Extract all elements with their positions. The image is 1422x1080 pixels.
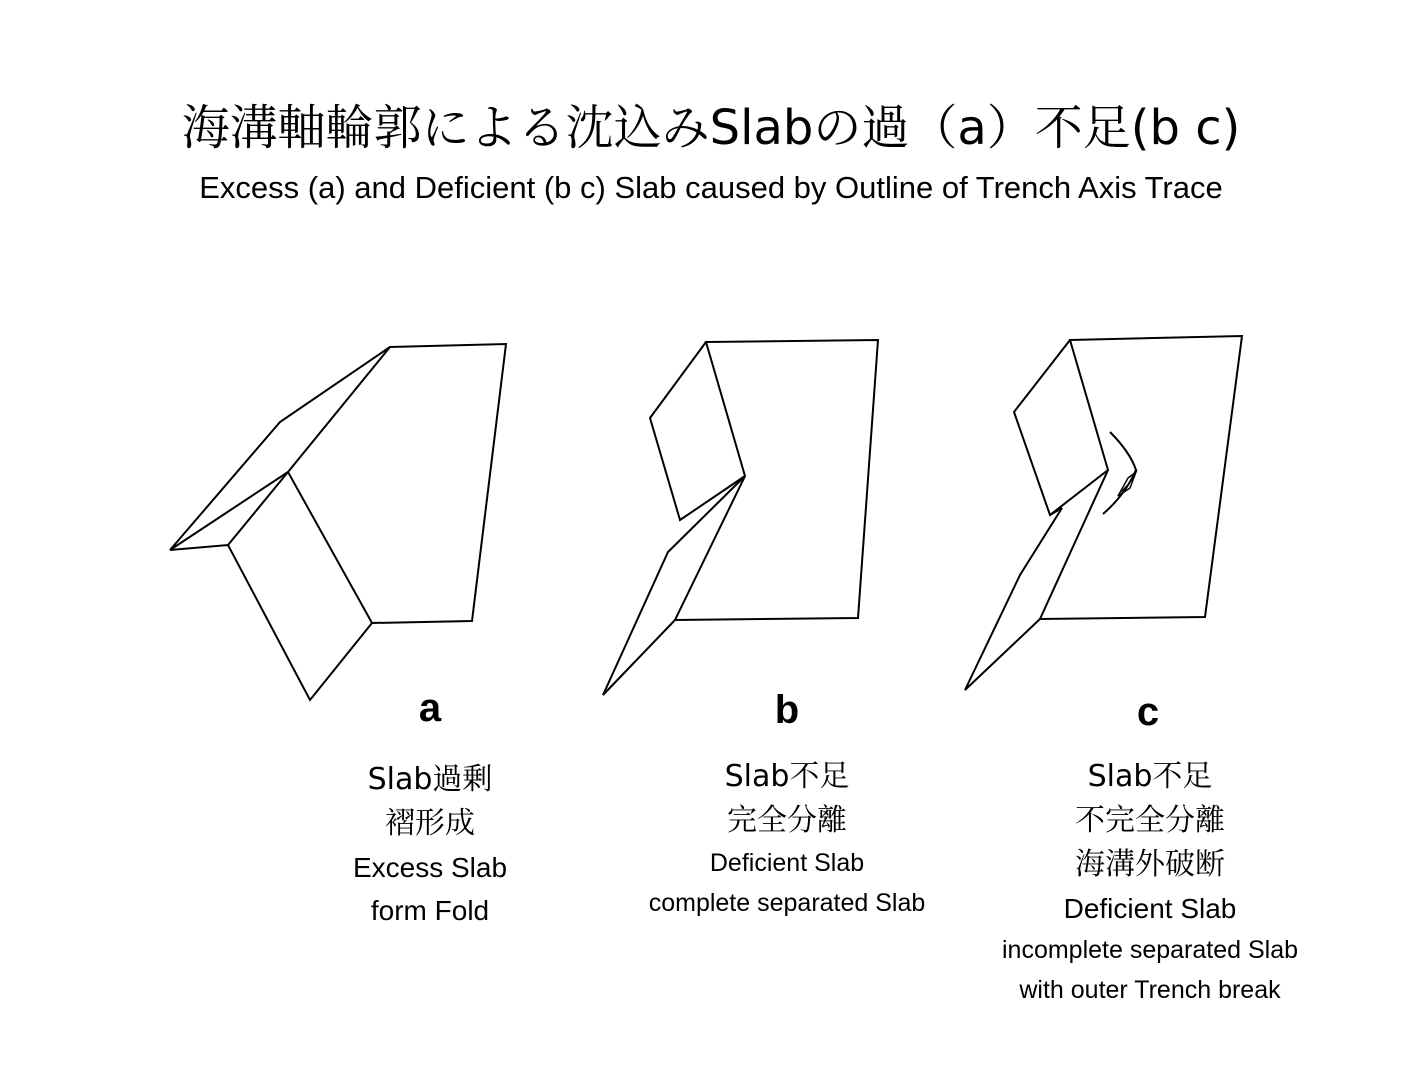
panel-label-a: a <box>418 686 442 730</box>
caption-c <box>960 755 1340 1010</box>
page-title: 海溝軸輪郭による沈込みSlabの過（a）不足(b c) <box>181 100 1241 156</box>
caption-c-line: Deficient Slab <box>1063 893 1237 924</box>
slab-c-lower-flap <box>965 508 1062 690</box>
slab-c-plate <box>1040 336 1242 619</box>
slab-a-plate <box>288 344 506 623</box>
caption-a <box>280 758 580 932</box>
slab-a-hinge <box>228 472 288 545</box>
caption-a-line: form Fold <box>370 895 490 926</box>
caption-c-line: with outer Trench break <box>1019 976 1281 1004</box>
slab-drawing-b <box>603 340 878 695</box>
slab-c-break-curve <box>1103 432 1136 514</box>
caption-b-line: Slab不足 <box>724 759 850 794</box>
slab-b-plate <box>675 340 878 620</box>
caption-c-line: 不完全分離 <box>1075 803 1225 838</box>
panel-label-c: c <box>1136 690 1160 734</box>
slab-drawing-a <box>170 344 506 700</box>
caption-a-line: 褶形成 <box>385 806 475 841</box>
caption-b-line: Deficient Slab <box>709 849 865 877</box>
slab-a-upper-fold <box>170 347 390 550</box>
slab-drawing-c <box>965 336 1242 690</box>
caption-c-line: incomplete separated Slab <box>1001 936 1299 964</box>
caption-a-line: Excess Slab <box>352 852 508 883</box>
slab-b-lower-flap <box>603 476 745 695</box>
slab-b-upper-flap <box>650 342 745 520</box>
caption-b <box>602 755 972 923</box>
caption-a-line: Slab過剰 <box>367 762 493 797</box>
caption-b-line: 完全分離 <box>727 803 847 838</box>
caption-c-line: Slab不足 <box>1087 759 1213 794</box>
slab-c-upper-flap <box>1014 340 1108 515</box>
panel-label-b: b <box>774 688 800 732</box>
page-subtitle: Excess (a) and Deficient (b c) Slab caused by Outline of Trench Axis Trace <box>199 170 1223 205</box>
caption-c-line: 海溝外破断 <box>1075 847 1225 882</box>
caption-b-line: complete separated Slab <box>648 889 926 917</box>
